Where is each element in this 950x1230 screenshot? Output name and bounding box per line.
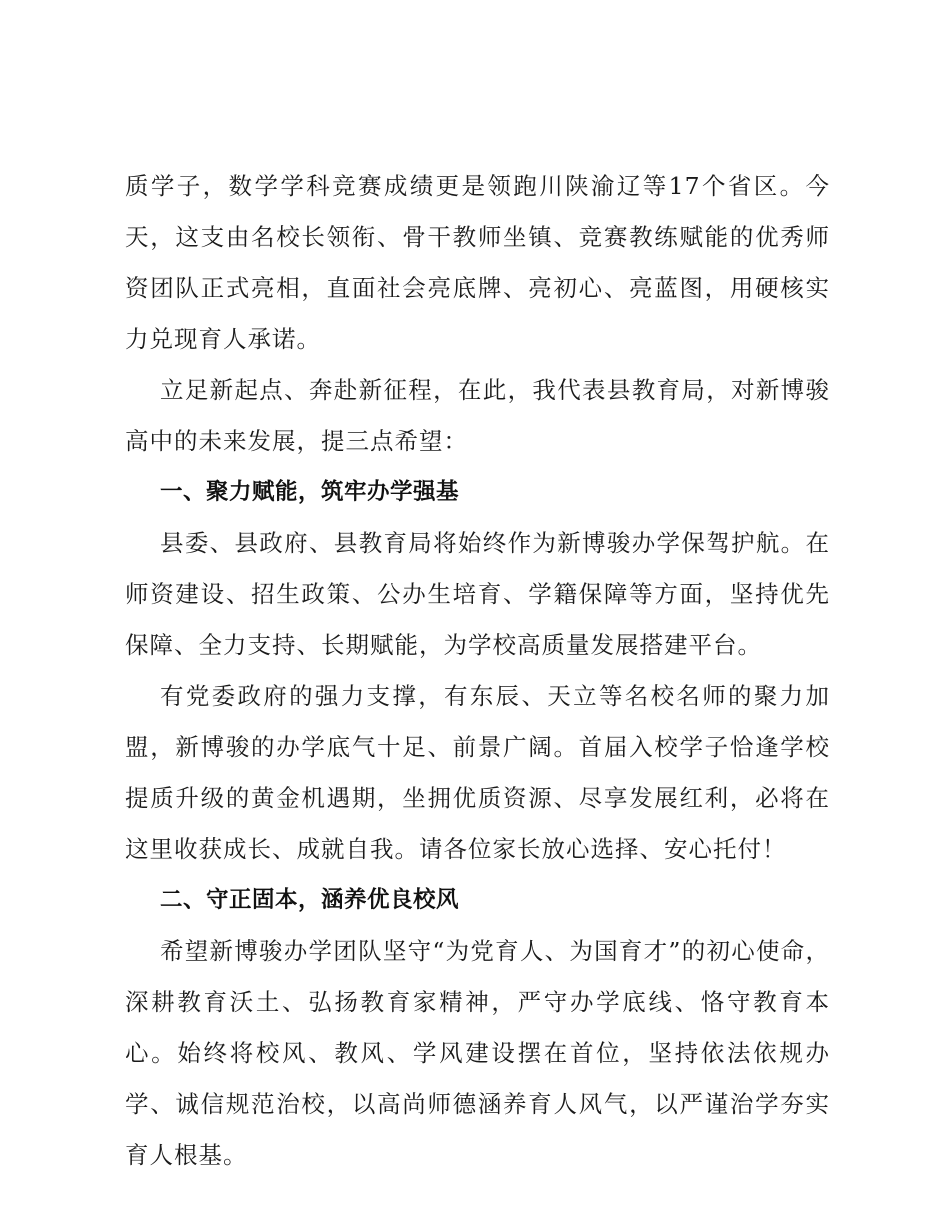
paragraph-intro-hopes: 立足新起点、奔赴新征程，在此，我代表县教育局，对新博骏高中的未来发展，提三点希望：	[125, 376, 830, 455]
paragraph-section-1-b: 有党委政府的强力支撑，有东辰、天立等名校名师的聚力加盟，新博骏的办学底气十足、前景广阔。首届入校学子恰逢学校提质升级的黄金机遇期，坐拥优质资源、尽享发展红利，必将在这里收获成长、成就自我。请各位家长放心选择、安心托付！	[125, 682, 830, 863]
paragraph-continuation: 质学子，数学学科竞赛成绩更是领跑川陕渝辽等17个省区。今天，这支由名校长领衔、骨干教师坐镇、竞赛教练赋能的优秀师资团队正式亮相，直面社会亮底牌、亮初心、亮蓝图，用硬核实力兑现育人承诺。	[125, 172, 830, 353]
document-body	[125, 161, 830, 1181]
section-heading-1: 一、聚力赋能，筑牢办学强基	[160, 479, 460, 505]
paragraph-section-1-a: 县委、县政府、县教育局将始终作为新博骏办学保驾护航。在师资建设、招生政策、公办生培育、学籍保障等方面，坚持优先保障、全力支持、长期赋能，为学校高质量发展搭建平台。	[125, 529, 830, 659]
section-heading-2: 二、守正固本，涵养优良校风	[160, 887, 460, 913]
paragraph-section-2-a: 希望新博骏办学团队坚守“为党育人、为国育才”的初心使命，深耕教育沃土、弘扬教育家精神，严守办学底线、恪守教育本心。始终将校风、教风、学风建设摆在首位，坚持依法依规办学、诚信规范治校，以高尚师德涵养育人风气，以严谨治学夯实育人根基。	[125, 937, 830, 1169]
